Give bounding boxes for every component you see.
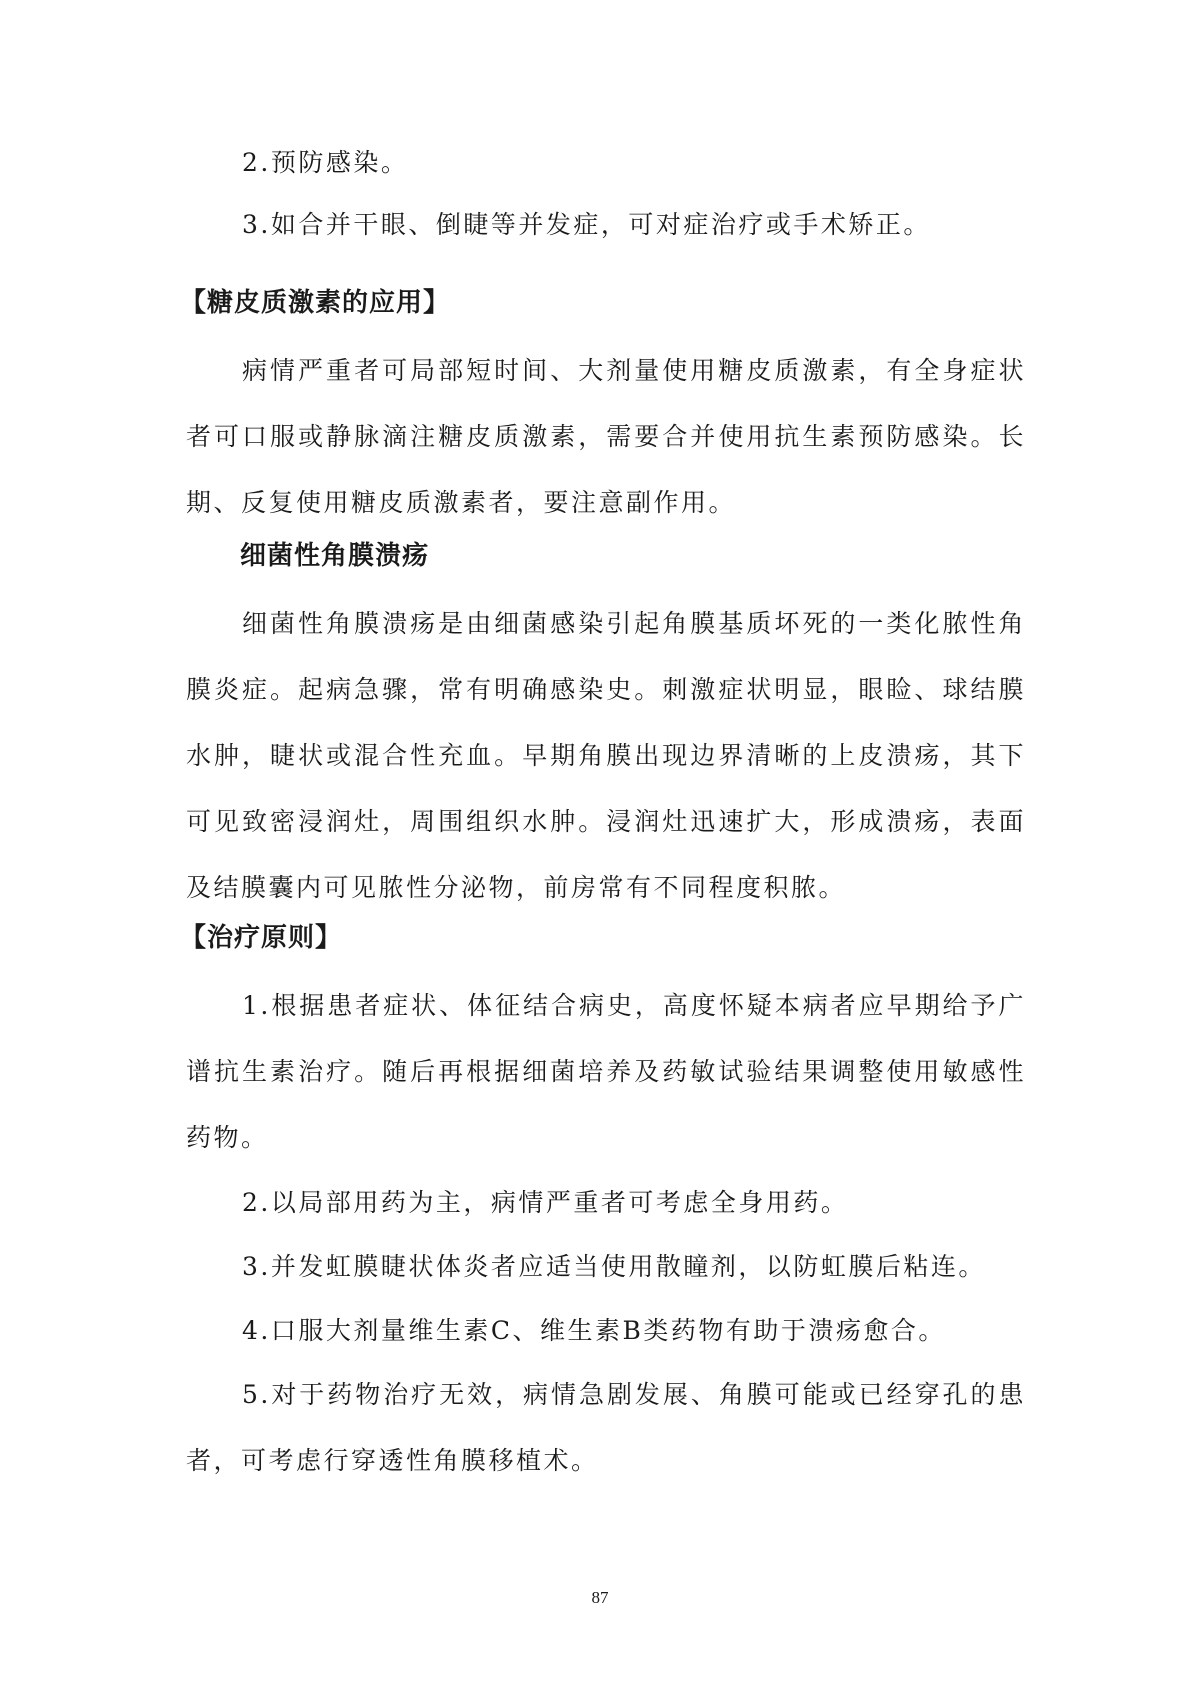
prev-item-2: 2.预防感染。 bbox=[242, 148, 409, 177]
treatment-item-1: 1.根据患者症状、体征结合病史，高度怀疑本病者应早期给予广谱抗生素治疗。随后再根据细菌培养及药敏试验结果调整使用敏感性药物。 bbox=[186, 991, 1026, 1152]
corticosteroid-heading: 【糖皮质激素的应用】 bbox=[180, 288, 451, 318]
treatment-item-4: 4.口服大剂量维生素C、维生素B类药物有助于溃疡愈合。 bbox=[242, 1316, 946, 1345]
bacterial-keratitis-body: 细菌性角膜溃疡是由细菌感染引起角膜基质坏死的一类化脓性角膜炎症。起病急骤，常有明确感染史。刺激症状明显，眼睑、球结膜水肿，睫状或混合性充血。早期角膜出现边界清晰的上皮溃疡，其下可见致密浸润灶，周围组织水肿。浸润灶迅速扩大，形成溃疡，表面及结膜囊内可见脓性分泌物，前房常有不同程度积脓。 bbox=[186, 609, 1026, 902]
page-number: 87 bbox=[591, 1588, 609, 1607]
treatment-item-2: 2.以局部用药为主，病情严重者可考虑全身用药。 bbox=[242, 1188, 849, 1217]
prev-item-3: 3.如合并干眼、倒睫等并发症，可对症治疗或手术矫正。 bbox=[242, 210, 931, 239]
corticosteroid-body: 病情严重者可局部短时间、大剂量使用糖皮质激素，有全身症状者可口服或静脉滴注糖皮质激素，需要合并使用抗生素预防感染。长期、反复使用糖皮质激素者，要注意副作用。 bbox=[186, 356, 1026, 517]
treatment-item-5: 5.对于药物治疗无效，病情急剧发展、角膜可能或已经穿孔的患者，可考虑行穿透性角膜移植术。 bbox=[186, 1380, 1026, 1475]
treatment-item-3: 3.并发虹膜睫状体炎者应适当使用散瞳剂，以防虹膜后粘连。 bbox=[242, 1252, 986, 1281]
bacterial-keratitis-title: 细菌性角膜溃疡 bbox=[240, 541, 430, 571]
treatment-heading: 【治疗原则】 bbox=[180, 923, 343, 953]
